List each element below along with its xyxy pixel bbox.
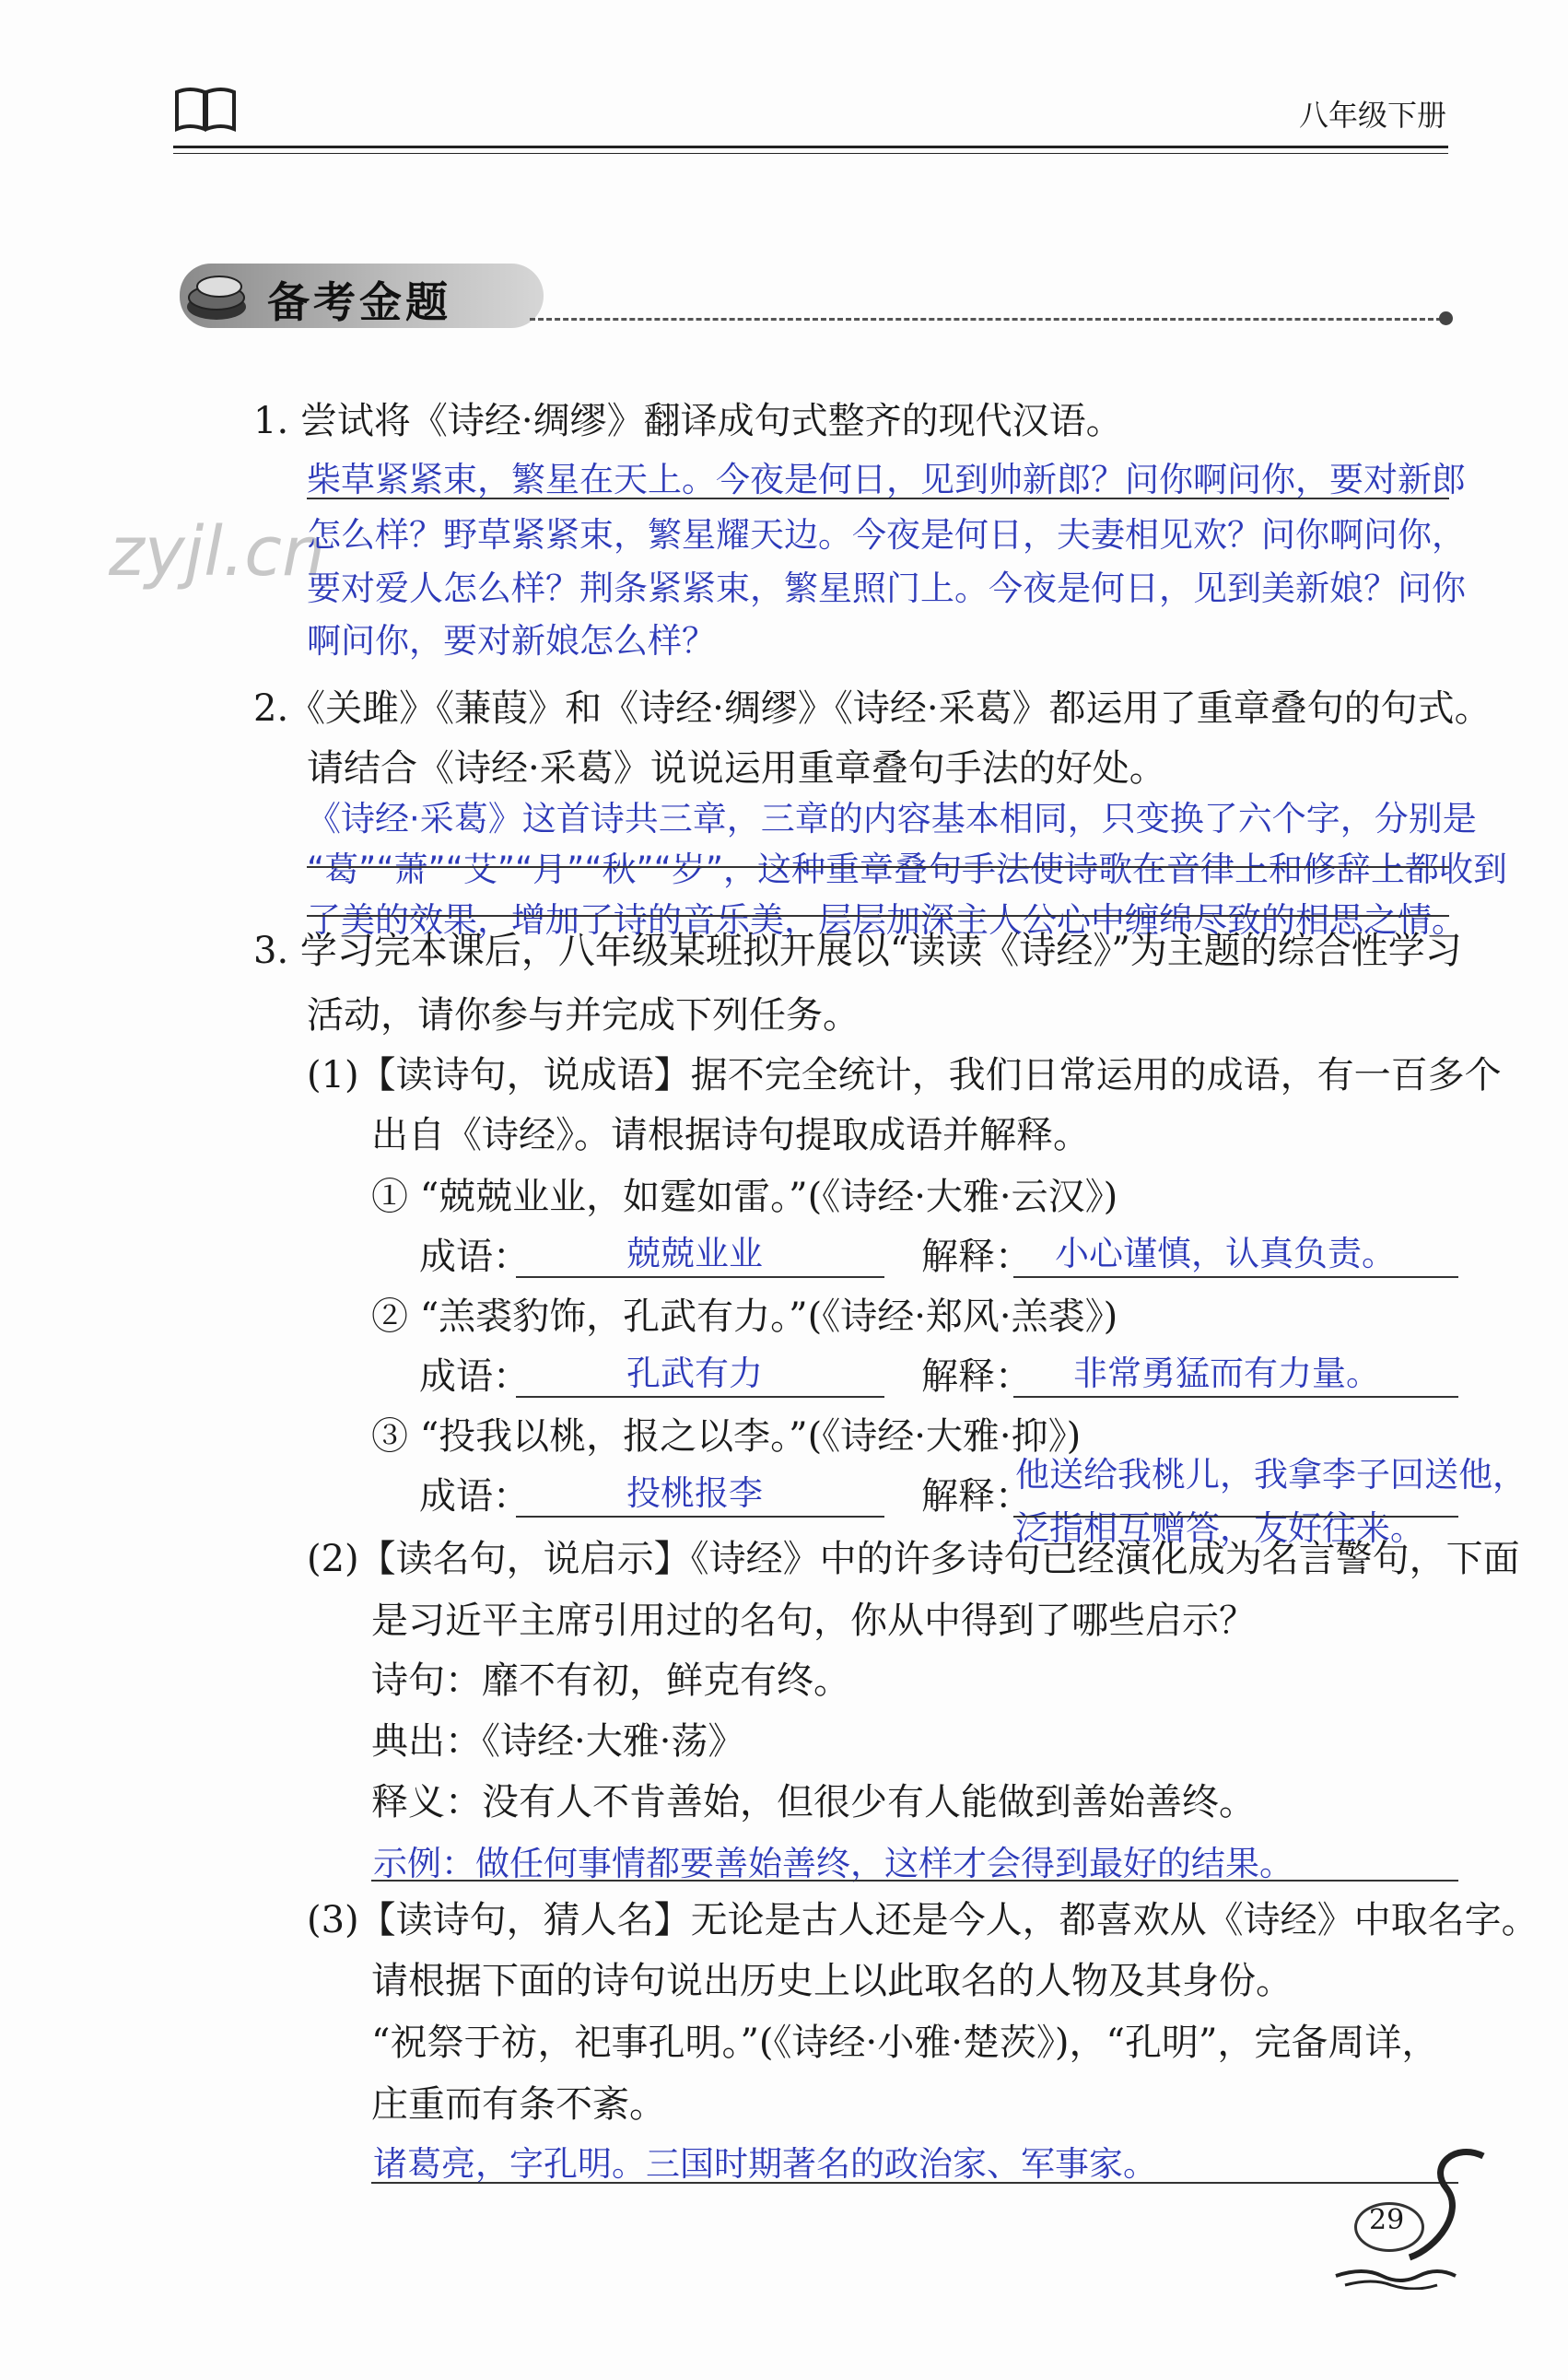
q3-part3-line3: “祝祭于祊，祀事孔明。”(《诗经·小雅·楚茨》)，“孔明”，完备周详， <box>371 2022 1439 2064</box>
q3-part3-answer: 诸葛亮，字孔明。三国时期著名的政治家、军事家。 <box>373 2144 1157 2184</box>
explain-answer-line1: 他送给我桃儿，我拿李子回送他， <box>1015 1455 1527 1495</box>
answer-underline <box>1013 1516 1458 1518</box>
q2-question-line1: 2.《关雎》《蒹葭》和《诗经·绸缪》《诗经·采葛》都运用了重章叠句的句式。 <box>253 687 1492 730</box>
explain-label: 解释： <box>921 1355 1032 1398</box>
q3-part1-line1: (1)【读诗句，说成语】据不完全统计，我们日常运用的成语，有一百多个 <box>307 1054 1502 1096</box>
q3-part3-line4: 庄重而有条不紊。 <box>371 2083 666 2126</box>
q1-answer-line: 要对爱人怎么样？荆条紧紧束，繁星照门上。今夜是何日，见到美新娘？问你 <box>307 569 1466 608</box>
explain-label: 解释： <box>921 1475 1032 1518</box>
section-title: 备考金题 <box>267 277 451 327</box>
q3-part2-poem: 诗句：靡不有初，鲜克有终。 <box>371 1659 850 1702</box>
q3-part2-line1: (2)【读名句，说启示】《诗经》中的许多诗句已经演化成为名言警句，下面 <box>307 1538 1520 1580</box>
q3-part2-meaning: 释义：没有人不肯善始，但很少有人能做到善始善终。 <box>371 1781 1256 1823</box>
books-stack-icon <box>184 266 249 325</box>
q3-part3-line1: (3)【读诗句，猜人名】无论是古人还是今人，都喜欢从《诗经》中取名字。 <box>307 1899 1539 1941</box>
explain-answer-line2: 泛指相互赠答，友好往来。 <box>1015 1508 1424 1548</box>
explain-label: 解释： <box>921 1236 1032 1278</box>
q3-part2-source: 典出：《诗经·大雅·荡》 <box>371 1720 745 1763</box>
idiom-poem: ① “兢兢业业，如霆如雷。”(《诗经·大雅·云汉》) <box>371 1176 1118 1218</box>
strike-line <box>307 915 1449 917</box>
answer-underline <box>516 1516 884 1518</box>
idiom-answer: 投桃报李 <box>626 1473 763 1513</box>
idiom-answer: 兢兢业业 <box>626 1234 763 1273</box>
q3-part2-line2: 是习近平主席引用过的名句，你从中得到了哪些启示？ <box>371 1600 1256 1642</box>
answer-underline <box>307 498 1449 499</box>
q2-answer-line: “葛”“萧”“艾”“月”“秋”“岁”，这种重章叠句手法使诗歌在音律上和修辞上都收到 <box>307 850 1508 889</box>
idiom-label: 成语： <box>419 1236 530 1278</box>
q1-answer-line: 怎么样？野草紧紧束，繁星耀天边。今夜是何日，夫妻相见欢？问你啊问你， <box>307 515 1466 555</box>
header-rule-thin <box>173 153 1448 154</box>
q1-answer-line: 啊问你，要对新娘怎么样？ <box>307 621 716 661</box>
idiom-label: 成语： <box>419 1475 530 1518</box>
header-rule <box>173 146 1448 148</box>
watermark: zyjl.cn <box>109 512 325 592</box>
q3-intro-line2: 活动，请你参与并完成下列任务。 <box>307 994 860 1037</box>
strike-line <box>307 866 1449 868</box>
idiom-label: 成语： <box>419 1355 530 1398</box>
answer-underline <box>371 1880 1458 1882</box>
answer-underline <box>1013 1396 1458 1398</box>
grade-label: 八年级下册 <box>1298 98 1446 133</box>
idiom-poem: ③ “投我以桃，报之以李。”(《诗经·大雅·抑》) <box>371 1415 1082 1458</box>
page-number: 29 <box>1369 2204 1405 2236</box>
book-icon <box>173 85 238 133</box>
answer-underline <box>516 1396 884 1398</box>
idiom-answer: 孔武有力 <box>626 1354 763 1393</box>
q3-intro-line1: 3. 学习完本课后，八年级某班拟开展以“读读《诗经》”为主题的综合性学习 <box>253 930 1462 972</box>
banner-dashed-line <box>530 318 1442 321</box>
answer-underline <box>371 2182 1458 2184</box>
explain-answer: 非常勇猛而有力量。 <box>1073 1354 1380 1393</box>
q1-question: 1. 尝试将《诗经·绸缪》翻译成句式整齐的现代汉语。 <box>253 400 1123 442</box>
idiom-poem: ② “羔裘豹饰，孔武有力。”(《诗经·郑风·羔裘》) <box>371 1296 1118 1338</box>
q2-answer-line: 了美的效果，增加了诗的音乐美，层层加深主人公心中缠绵尽致的相思之情。 <box>307 900 1466 940</box>
answer-underline <box>516 1276 884 1278</box>
banner-dot <box>1439 311 1453 325</box>
q3-part1-line2: 出自《诗经》。请根据诗句提取成语并解释。 <box>371 1114 1090 1156</box>
answer-underline <box>1013 1276 1458 1278</box>
explain-answer: 小心谨慎，认真负责。 <box>1055 1234 1396 1273</box>
q3-part2-answer: 示例：做任何事情都要善始善终，这样才会得到最好的结果。 <box>373 1844 1293 1883</box>
q3-part3-line2: 请根据下面的诗句说出历史上以此取名的人物及其身份。 <box>371 1960 1293 2002</box>
q2-answer-line: 《诗经·采葛》这首诗共三章，三章的内容基本相同，只变换了六个字，分别是 <box>307 799 1477 838</box>
q2-question-line2: 请结合《诗经·采葛》说说运用重章叠句手法的好处。 <box>307 747 1166 790</box>
q1-answer-line: 柴草紧紧束，繁星在天上。今夜是何日，见到帅新郎？问你啊问你，要对新郎 <box>307 460 1466 499</box>
